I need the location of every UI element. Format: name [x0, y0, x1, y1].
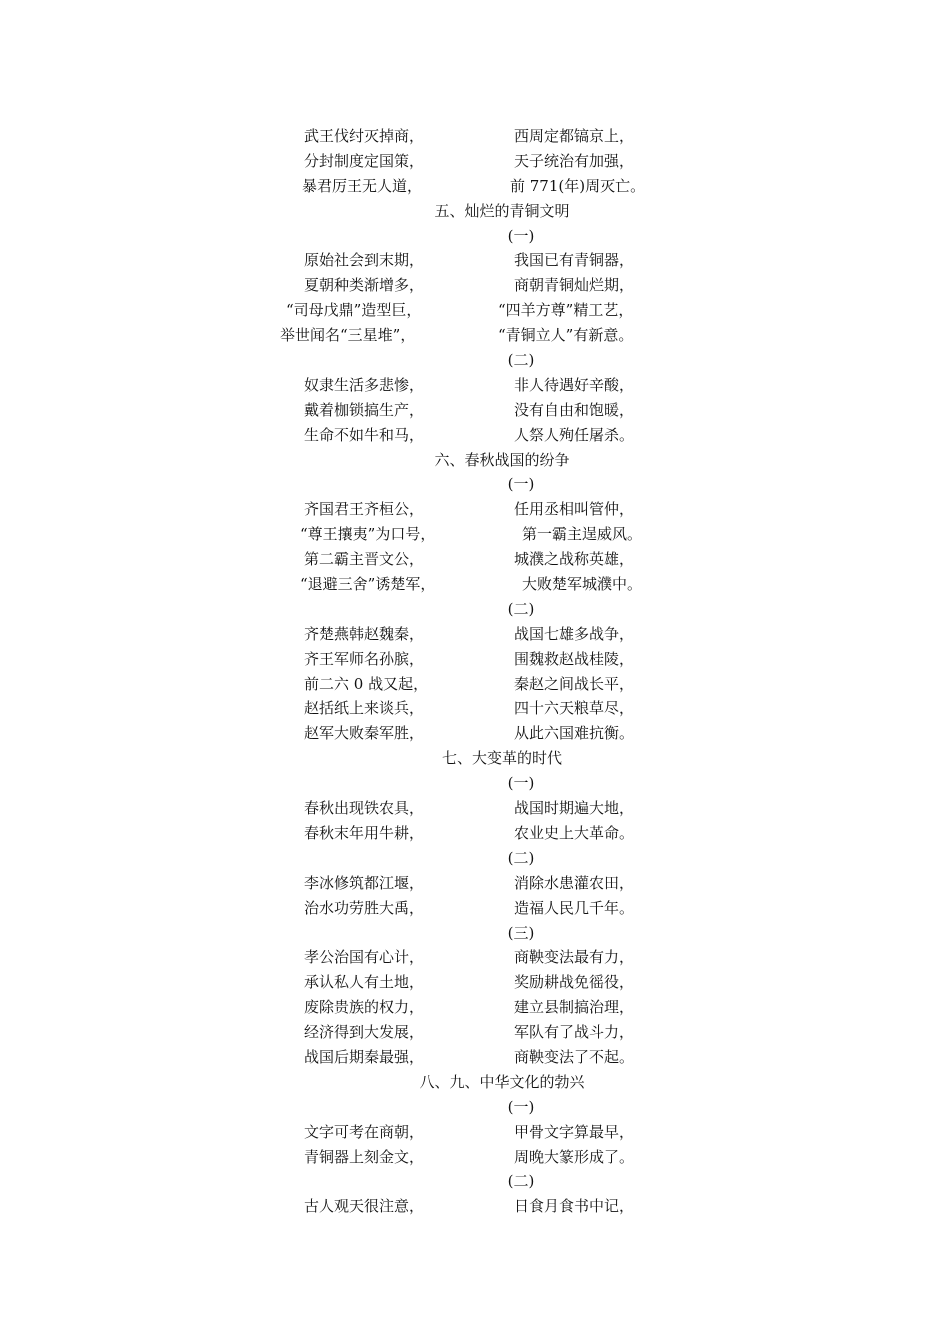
- couplet-line: [0, 273, 950, 298]
- couplet-right: “四羊方尊”精工艺，: [498, 301, 634, 320]
- section-heading: [0, 1070, 950, 1095]
- couplet-right: 任用丞相叫管仲，: [514, 500, 635, 519]
- couplet-right: 从此六国难抗衡。: [514, 724, 635, 743]
- couplet-right: 第一霸主逞威风。: [522, 525, 643, 544]
- couplet-left: 经济得到大发展，: [304, 1023, 425, 1042]
- subsection-heading: [0, 846, 950, 871]
- couplet-line: [0, 373, 950, 398]
- couplet-line: [0, 995, 950, 1020]
- couplet-right: 秦赵之间战长平，: [514, 674, 635, 693]
- couplet-left: 生命不如牛和马，: [304, 425, 425, 444]
- couplet-right: “青铜立人”有新意。: [498, 326, 634, 345]
- couplet-line: [0, 721, 950, 746]
- couplet-left: 齐国君王齐桓公，: [304, 500, 425, 519]
- subsection-heading: [0, 224, 950, 249]
- couplet-line: [0, 1045, 950, 1070]
- subsection-number: (一): [507, 226, 535, 245]
- couplet-left: 戴着枷锁搞生产，: [304, 400, 425, 419]
- couplet-right: 前 771(年)周灭亡。: [510, 176, 646, 195]
- couplet-right: 我国已有青铜器，: [514, 251, 635, 270]
- couplet-right: 军队有了战斗力，: [514, 1023, 635, 1042]
- poem-body: [0, 124, 950, 1219]
- couplet-left: “司母戊鼎”造型巨，: [286, 301, 422, 320]
- couplet-left: “尊王攘夷”为口号，: [300, 525, 436, 544]
- couplet-line: [0, 696, 950, 721]
- couplet-right: 人祭人殉任屠杀。: [514, 425, 635, 444]
- couplet-right: 大败楚军城濮中。: [522, 575, 643, 594]
- couplet-left: 春秋出现铁农具，: [304, 799, 425, 818]
- couplet-right: 日食月食书中记，: [514, 1197, 635, 1216]
- section-title: 七、大变革的时代: [441, 749, 562, 768]
- subsection-number: (一): [507, 774, 535, 793]
- couplet-right: 商鞅变法了不起。: [514, 1047, 635, 1066]
- couplet-line: [0, 970, 950, 995]
- couplet-line: [0, 423, 950, 448]
- couplet-line: [0, 522, 950, 547]
- couplet-line: [0, 1145, 950, 1170]
- subsection-heading: [0, 1095, 950, 1120]
- section-heading: [0, 746, 950, 771]
- couplet-left: 武王伐纣灭掉商，: [304, 127, 425, 145]
- couplet-line: [0, 647, 950, 672]
- subsection-heading: [0, 597, 950, 622]
- couplet-right: 围魏救赵战桂陵，: [514, 649, 635, 668]
- subsection-number: (一): [507, 1097, 535, 1116]
- couplet-line: [0, 547, 950, 572]
- couplet-right: 周晚大篆形成了。: [514, 1147, 635, 1166]
- couplet-right: 造福人民几千年。: [514, 898, 635, 917]
- subsection-heading: [0, 771, 950, 796]
- couplet-right: 非人待遇好辛酸，: [514, 375, 635, 394]
- subsection-heading: [0, 921, 950, 946]
- couplet-line: [0, 497, 950, 522]
- couplet-right: 四十六天粮草尽，: [514, 699, 635, 718]
- couplet-line: [0, 945, 950, 970]
- couplet-left: 第二霸主晋文公，: [304, 550, 425, 569]
- couplet-left: 奴隶生活多悲惨，: [304, 375, 425, 394]
- subsection-heading: [0, 1169, 950, 1194]
- couplet-left: 齐楚燕韩赵魏秦，: [304, 624, 425, 643]
- subsection-number: (二): [507, 848, 535, 867]
- couplet-left: 古人观天很注意，: [304, 1197, 425, 1216]
- couplet-right: 天子统治有加强，: [514, 151, 635, 170]
- couplet-left: 李冰修筑都江堰，: [304, 873, 425, 892]
- couplet-line: [0, 124, 950, 149]
- couplet-left: 分封制度定国策，: [304, 151, 425, 170]
- section-title: 五、灿烂的青铜文明: [434, 201, 570, 220]
- couplet-line: [0, 672, 950, 697]
- subsection-number: (二): [507, 599, 535, 618]
- subsection-number: (二): [507, 351, 535, 370]
- couplet-line: [0, 398, 950, 423]
- couplet-right: 战国时期遍大地，: [514, 799, 635, 818]
- couplet-left: 春秋末年用牛耕，: [304, 823, 425, 842]
- couplet-line: [0, 572, 950, 597]
- section-heading: [0, 448, 950, 473]
- couplet-left: 承认私人有土地，: [304, 973, 425, 992]
- couplet-left: 废除贵族的权力，: [304, 998, 425, 1017]
- couplet-line: [0, 1020, 950, 1045]
- couplet-left: 赵军大败秦军胜，: [304, 724, 425, 743]
- couplet-line: [0, 174, 950, 199]
- couplet-line: [0, 796, 950, 821]
- section-title: 六、春秋战国的纷争: [434, 450, 570, 469]
- subsection-number: (一): [507, 475, 535, 494]
- couplet-right: 战国七雄多战争，: [514, 624, 635, 643]
- couplet-line: [0, 1120, 950, 1145]
- couplet-left: 暴君厉王无人道，: [302, 176, 423, 195]
- couplet-line: [0, 1194, 950, 1219]
- couplet-line: [0, 821, 950, 846]
- subsection-number: (三): [507, 923, 535, 942]
- couplet-right: 建立县制搞治理，: [514, 998, 635, 1017]
- couplet-left: 齐王军师名孙膑，: [304, 649, 425, 668]
- couplet-line: [0, 149, 950, 174]
- couplet-line: [0, 622, 950, 647]
- couplet-left: “退避三舍”诱楚军，: [300, 575, 436, 594]
- couplet-line: [0, 298, 950, 323]
- couplet-line: [0, 248, 950, 273]
- section-title: 八、九、中华文化的勃兴: [419, 1072, 585, 1091]
- couplet-left: 前二六 0 战又起，: [304, 674, 429, 693]
- subsection-heading: [0, 472, 950, 497]
- subsection-number: (二): [507, 1172, 535, 1191]
- couplet-right: 商朝青铜灿烂期，: [514, 276, 635, 295]
- couplet-left: 文字可考在商朝，: [304, 1122, 425, 1141]
- couplet-left: 战国后期秦最强，: [304, 1047, 425, 1066]
- couplet-left: 赵括纸上来谈兵，: [304, 699, 425, 718]
- couplet-left: 原始社会到末期，: [304, 251, 425, 270]
- couplet-right: 奖励耕战免徭役，: [514, 973, 635, 992]
- couplet-left: 治水功劳胜大禹，: [304, 898, 425, 917]
- couplet-left: 青铜器上刻金文，: [304, 1147, 425, 1166]
- couplet-right: 农业史上大革命。: [514, 823, 635, 842]
- couplet-right: 城濮之战称英雄，: [514, 550, 635, 569]
- section-heading: [0, 199, 950, 224]
- couplet-right: 商鞅变法最有力，: [514, 948, 635, 967]
- couplet-right: 没有自由和饱暖，: [514, 400, 635, 419]
- couplet-right: 甲骨文字算最早，: [514, 1122, 635, 1141]
- couplet-right: 消除水患灌农田，: [514, 873, 635, 892]
- couplet-left: 孝公治国有心计，: [304, 948, 425, 967]
- couplet-left: 举世闻名“三星堆”，: [280, 326, 416, 345]
- couplet-left: 夏朝种类渐增多，: [304, 276, 425, 295]
- couplet-right: 西周定都镐京上，: [514, 127, 635, 145]
- couplet-line: [0, 896, 950, 921]
- couplet-line: [0, 871, 950, 896]
- subsection-heading: [0, 348, 950, 373]
- couplet-line: [0, 323, 950, 348]
